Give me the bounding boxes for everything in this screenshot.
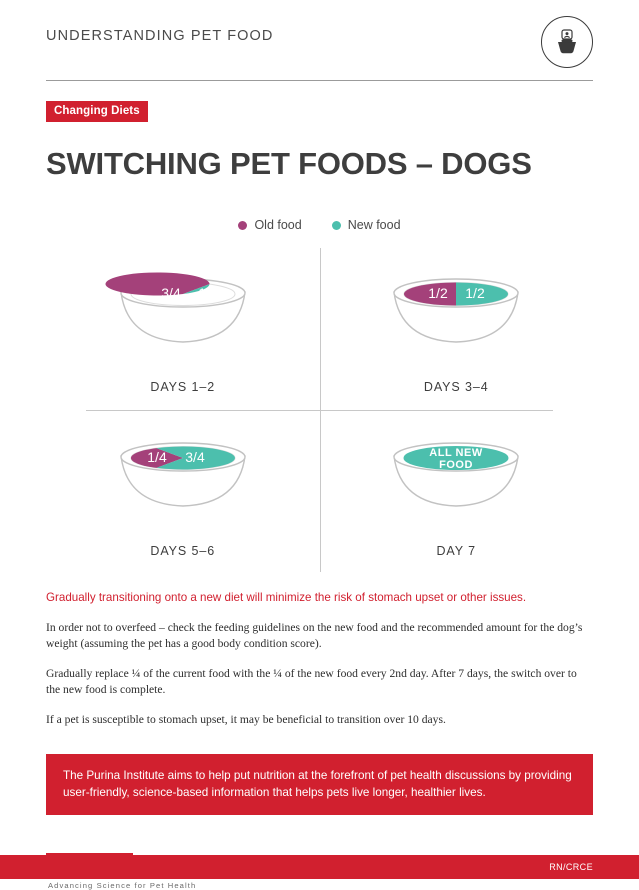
bowl-label-days-1-2: DAYS 1–2 — [150, 380, 216, 394]
bowl-label-days-5-6: DAYS 5–6 — [150, 544, 216, 558]
page-title: SWITCHING PET FOODS – DOGS — [46, 146, 532, 181]
bowl-cell-day-7 — [320, 410, 594, 574]
legend-item-old-food — [238, 218, 301, 232]
body-paragraph-3: If a pet is susceptible to stomach upset, it may be beneficial to transition over 10 days. — [46, 712, 446, 726]
highlight-text: Gradually transitioning onto a new diet will minimize the risk of stomach upset or other issues. — [46, 591, 527, 604]
body-paragraph-2: Gradually replace ¼ of the current food with the ¼ of the new food every 2nd day. After 7 days, the switch over to the new food is complete. — [46, 666, 577, 697]
page-header — [46, 0, 593, 68]
bowl-fraction-new: 1/2 — [465, 285, 485, 301]
bowl-label-day-7: DAY 7 — [436, 544, 476, 558]
bowl-fraction-old: 3/4 — [161, 285, 181, 301]
bowl-svg — [103, 424, 263, 536]
header-divider — [46, 80, 593, 81]
brand-tagline: Advancing Science for Pet Health — [48, 881, 197, 890]
bowl-cell-days-3-4 — [320, 246, 594, 410]
bowl-grid — [46, 246, 593, 574]
body-paragraph-1: In order not to overfeed – check the feeding guidelines on the new food and the recommended amount for the dog’s weight (assuming the pet has a good body condition score). — [46, 620, 583, 651]
bowl-fraction-old: 1/2 — [428, 285, 448, 301]
pet-food-bowl-icon — [552, 27, 582, 57]
pet-food-bowl-badge — [541, 16, 593, 68]
legend-label-new-food: New food — [347, 218, 401, 232]
page-header-title: UNDERSTANDING PET FOOD — [46, 28, 274, 44]
bowl-cell-days-5-6 — [46, 410, 320, 574]
legend-dot-new-food — [332, 221, 341, 230]
bowl-fraction-new: 3/4 — [185, 449, 205, 465]
bowl-fraction-new: 1/4 — [198, 285, 218, 301]
bowl-svg — [376, 424, 536, 536]
bowl-graphic-days-1-2 — [103, 260, 263, 372]
footer-bar — [0, 855, 639, 879]
legend-dot-old-food — [238, 221, 247, 230]
footer-code: RN/CRCE — [549, 862, 593, 872]
bowl-graphic-days-5-6 — [103, 424, 263, 536]
bowl-label-all-new-line2: FOOD — [439, 459, 474, 471]
bowl-label-days-3-4: DAYS 3–4 — [423, 380, 489, 394]
bowl-cell-days-1-2 — [46, 246, 320, 410]
bowl-svg — [376, 260, 536, 372]
bowl-svg — [103, 260, 263, 372]
bowl-label-all-new-line1: ALL NEW — [429, 447, 483, 459]
bowl-graphic-days-3-4 — [376, 260, 536, 372]
legend-label-old-food: Old food — [254, 218, 302, 232]
bowl-fraction-old: 1/4 — [147, 449, 167, 465]
chart-legend — [46, 218, 593, 232]
callout-banner: The Purina Institute aims to help put nutrition at the forefront of pet health discussions by providing user-friendly, science-based information that helps pets live longer, healthier lives. — [46, 754, 593, 815]
section-tag: Changing Diets — [46, 101, 148, 122]
bowl-graphic-day-7 — [376, 424, 536, 536]
legend-item-new-food — [332, 218, 401, 232]
